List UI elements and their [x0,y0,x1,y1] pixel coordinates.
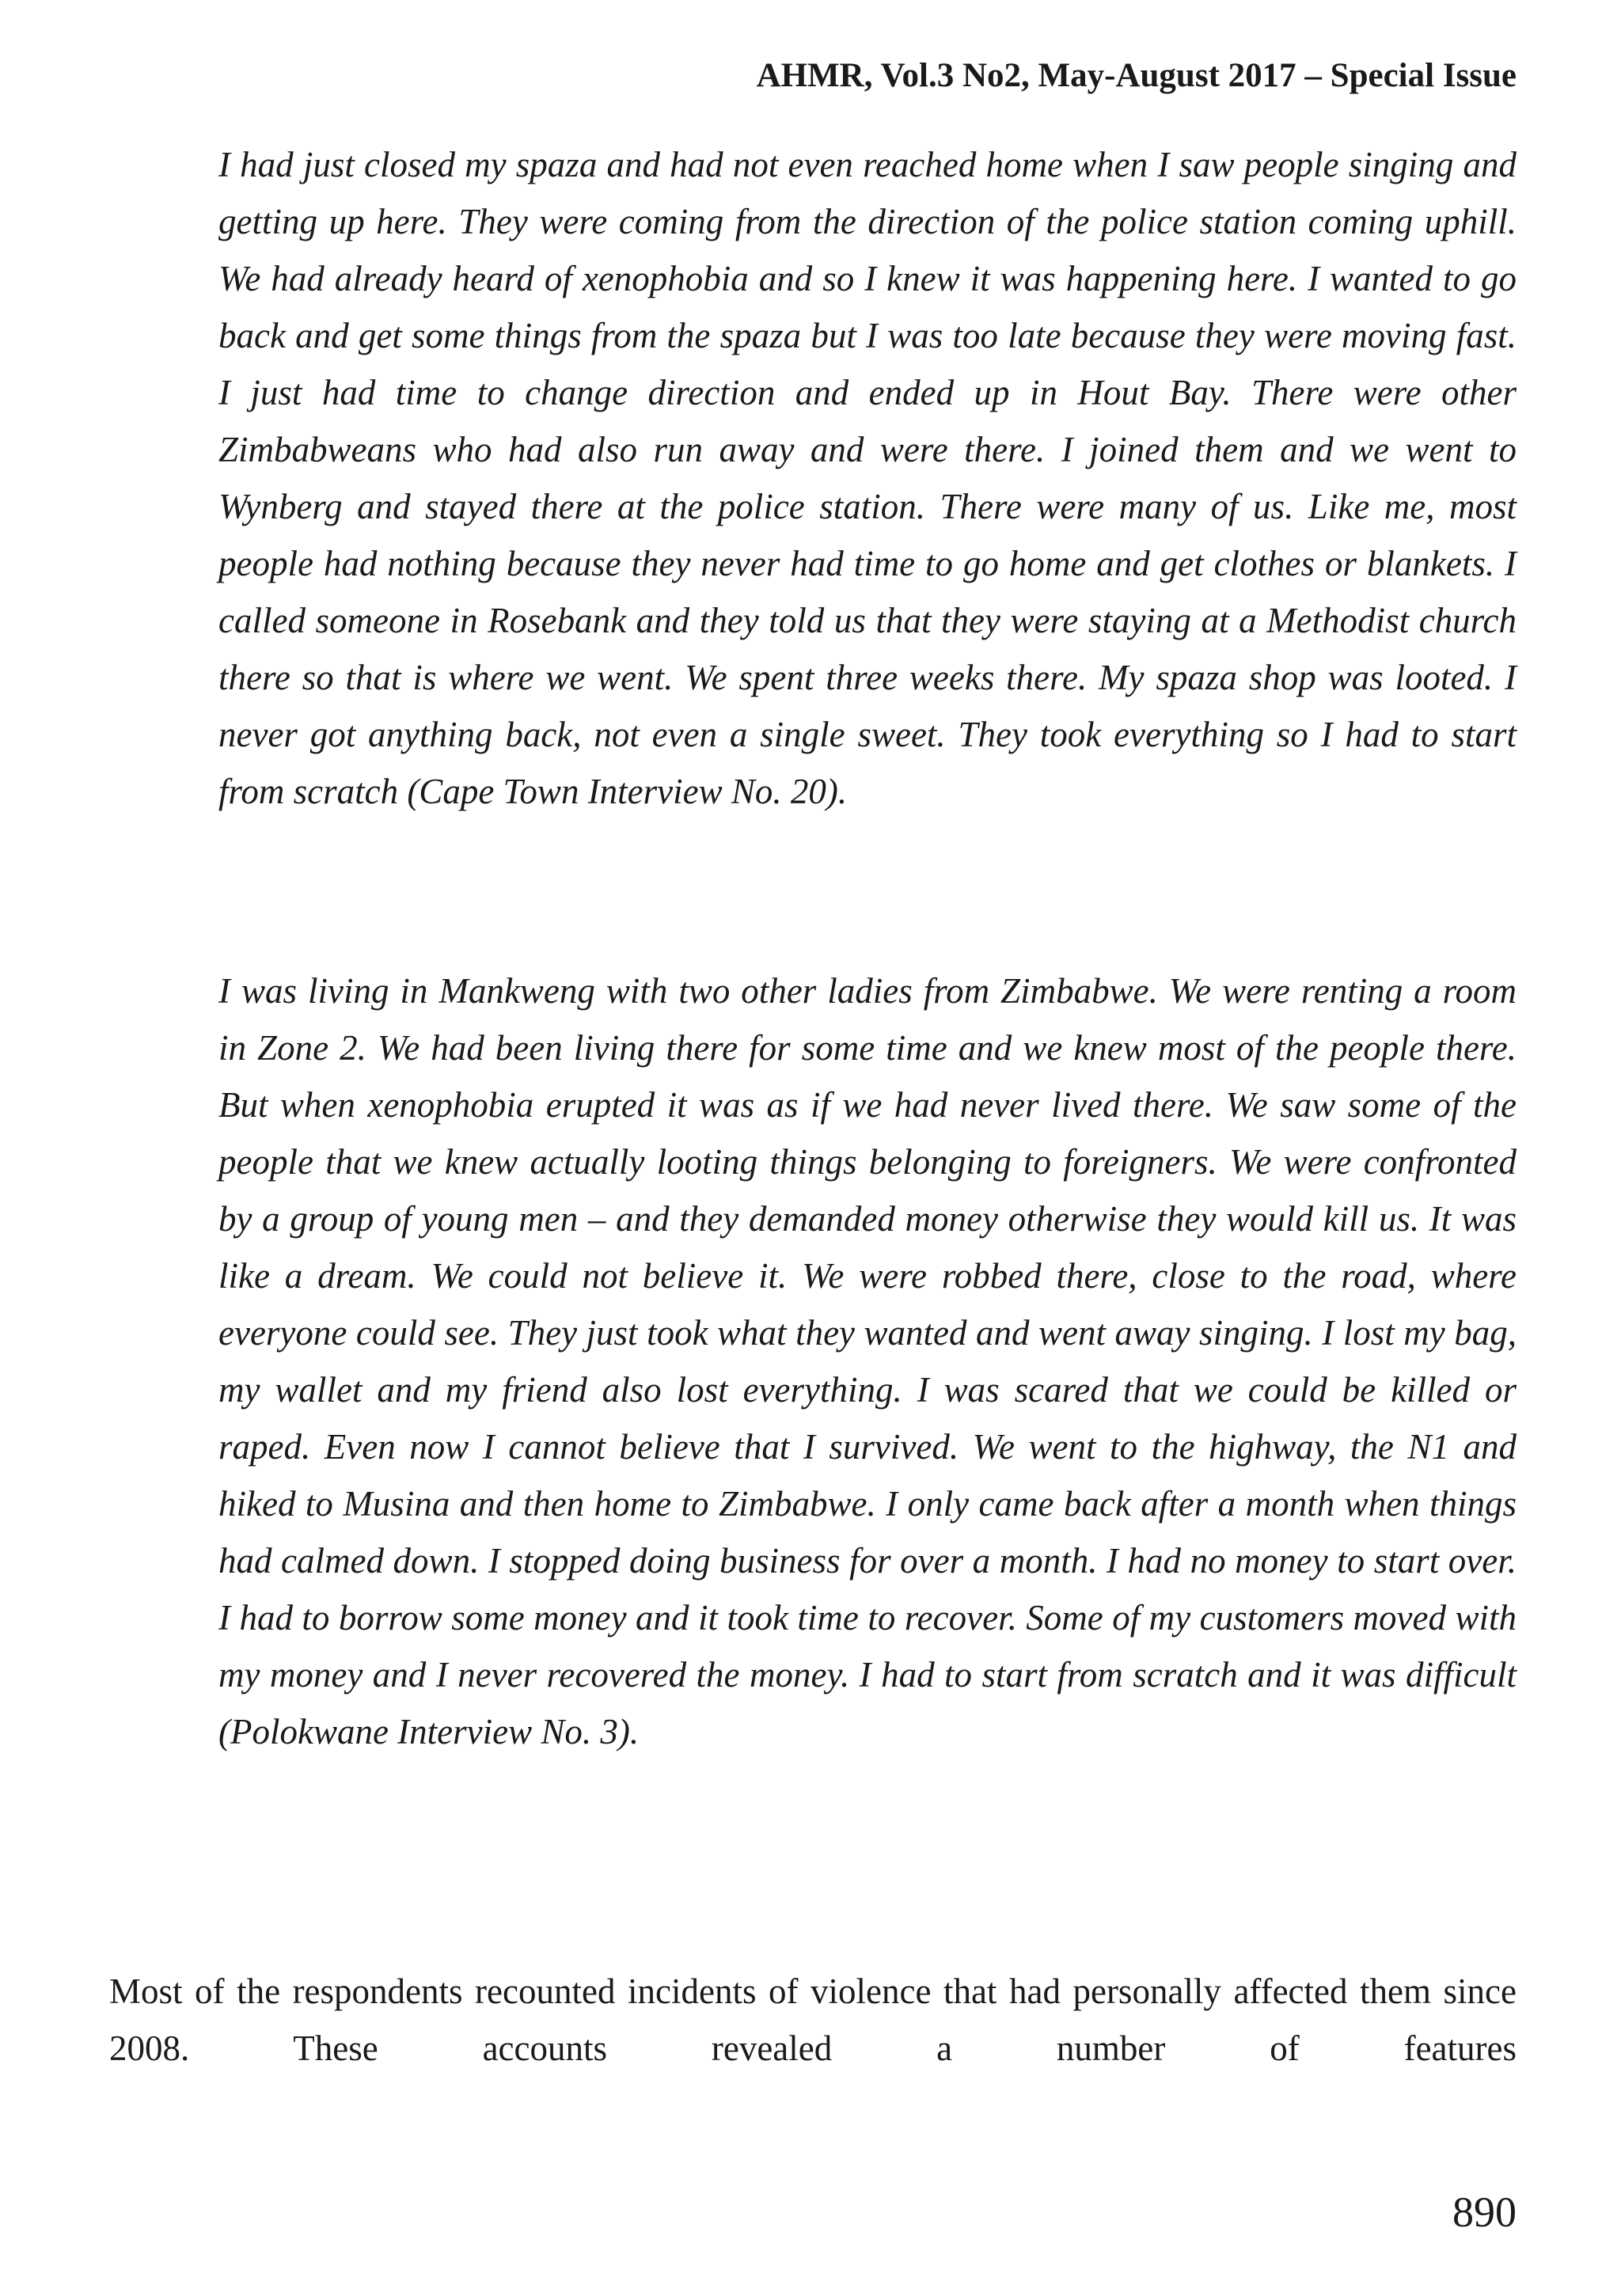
block-quote-polokwane: I was living in Mankweng with two other ladies from Zimbabwe. We were renting a room in Zone 2. We had been living there for some time and we knew most of the people there. But when xenophobia erupted it was as if we had never lived there. We saw some of the people that we knew actually looting things belonging to foreigners. We were confronted by a group of young men – and they demanded money otherwise they would kill us. It was like a dream. We could not believe it. We were robbed there, close to the road, where everyone could see. They just took what they wanted and went away singing. I lost my bag, my wallet and my friend also lost everything. I was scared that we could be killed or raped. Even now I cannot believe that I survived. We went to the highway, the N1 and hiked to Musina and then home to Zimbabwe. I only came back after a month when things had calmed down. I stopped doing business for over a month. I had no money to start over. I had to borrow some money and it took time to recover. Some of my customers moved with my money and I never recovered the money. I had to start from scratch and it was difficult (Polokwane Interview No. 3). [218,971,1517,1751]
body-paragraph: Most of the respondents recounted incidents of violence that had personally affected them since 2008. These accounts revealed a number of features [109,1972,1517,2068]
page-number: 890 [1452,2188,1517,2236]
block-quote-cape-town: I had just closed my spaza and had not even reached home when I saw people singing and getting up here. They were coming from the direction of the police station coming uphill. We had already heard of xenophobia and so I knew it was happening here. I wanted to go back and get some things from the spaza but I was too late because they were moving fast. I just had time to change direction and ended up in Hout Bay. There were other Zimbabweans who had also run away and were there. I joined them and we went to Wynberg and stayed there at the police station. There were many of us. Like me, most people had nothing because they never had time to go home and get clothes or blankets. I called someone in Rosebank and they told us that they were staying at a Methodist church there so that is where we went. We spent three weeks there. My spaza shop was looted. I never got anything back, not even a single sweet. They took everything so I had to start from scratch (Cape Town Interview No. 20). [218,145,1517,811]
running-header: AHMR, Vol.3 No2, May-August 2017 – Special Issue [756,57,1517,94]
